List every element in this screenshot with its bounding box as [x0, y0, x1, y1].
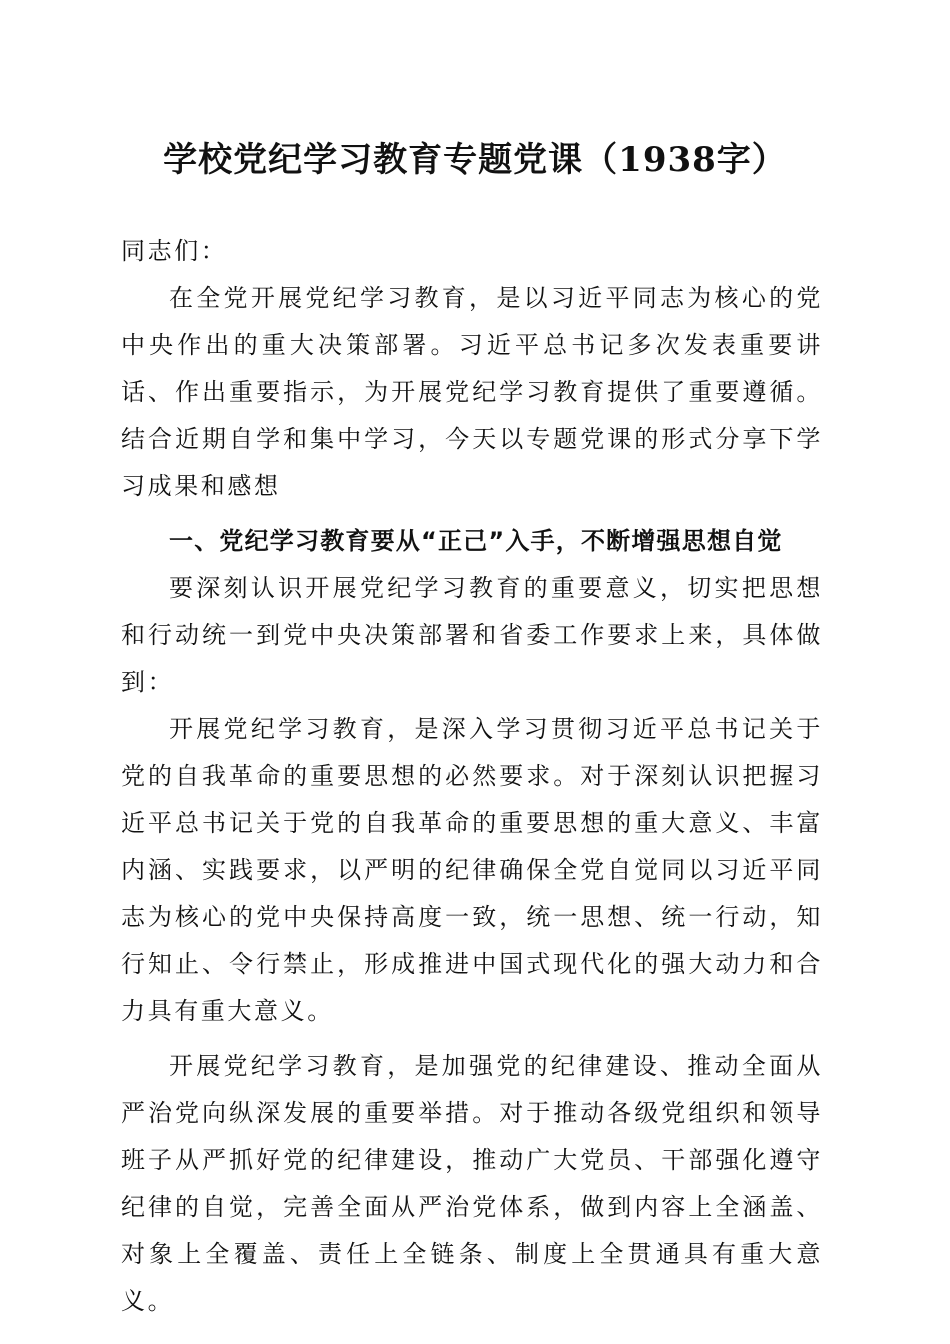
salutation: 同志们： — [121, 237, 228, 265]
section1-paragraph-2: 开展党纪学习教育，是深入学习贯彻习近平总书记关于党的自我革命的重要思想的必然要求。对于深刻认识把握习近平总书记关于党的自我革命的重要思想的重大意义、丰富内涵、实践要求，以严明的纪律确保全党自觉同以习近平同志为核心的党中央保持高度一致，统一思想、统一行动，知行知止、令行禁止，形成推进中国式现代化的强大动力和合力具有重大意义。 — [121, 715, 823, 1025]
section1-paragraph-1: 要深刻认识开展党纪学习教育的重要意义，切实把思想和行动统一到党中央决策部署和省委工作要求上来，具体做到： — [121, 574, 823, 696]
document-body — [121, 228, 823, 1325]
section1-paragraph-3: 开展党纪学习教育，是加强党的纪律建设、推动全面从严治党向纵深发展的重要举措。对于推动各级党组织和领导班子从严抓好党的纪律建设，推动广大党员、干部强化遵守纪律的自觉，完善全面从严治党体系，做到内容上全涵盖、对象上全覆盖、责任上全链条、制度上全贯通具有重大意义。 — [121, 1052, 823, 1315]
intro-paragraph: 在全党开展党纪学习教育，是以习近平同志为核心的党中央作出的重大决策部署。习近平总书记多次发表重要讲话、作出重要指示，为开展党纪学习教育提供了重要遵循。结合近期自学和集中学习，今天以专题党课的形式分享下学习成果和感想 — [121, 284, 823, 500]
document-title: 学校党纪学习教育专题党课（1938字） — [163, 140, 787, 180]
section-heading-1: 一、党纪学习教育要从“正己”入手，不断增强思想自觉 — [169, 527, 783, 555]
